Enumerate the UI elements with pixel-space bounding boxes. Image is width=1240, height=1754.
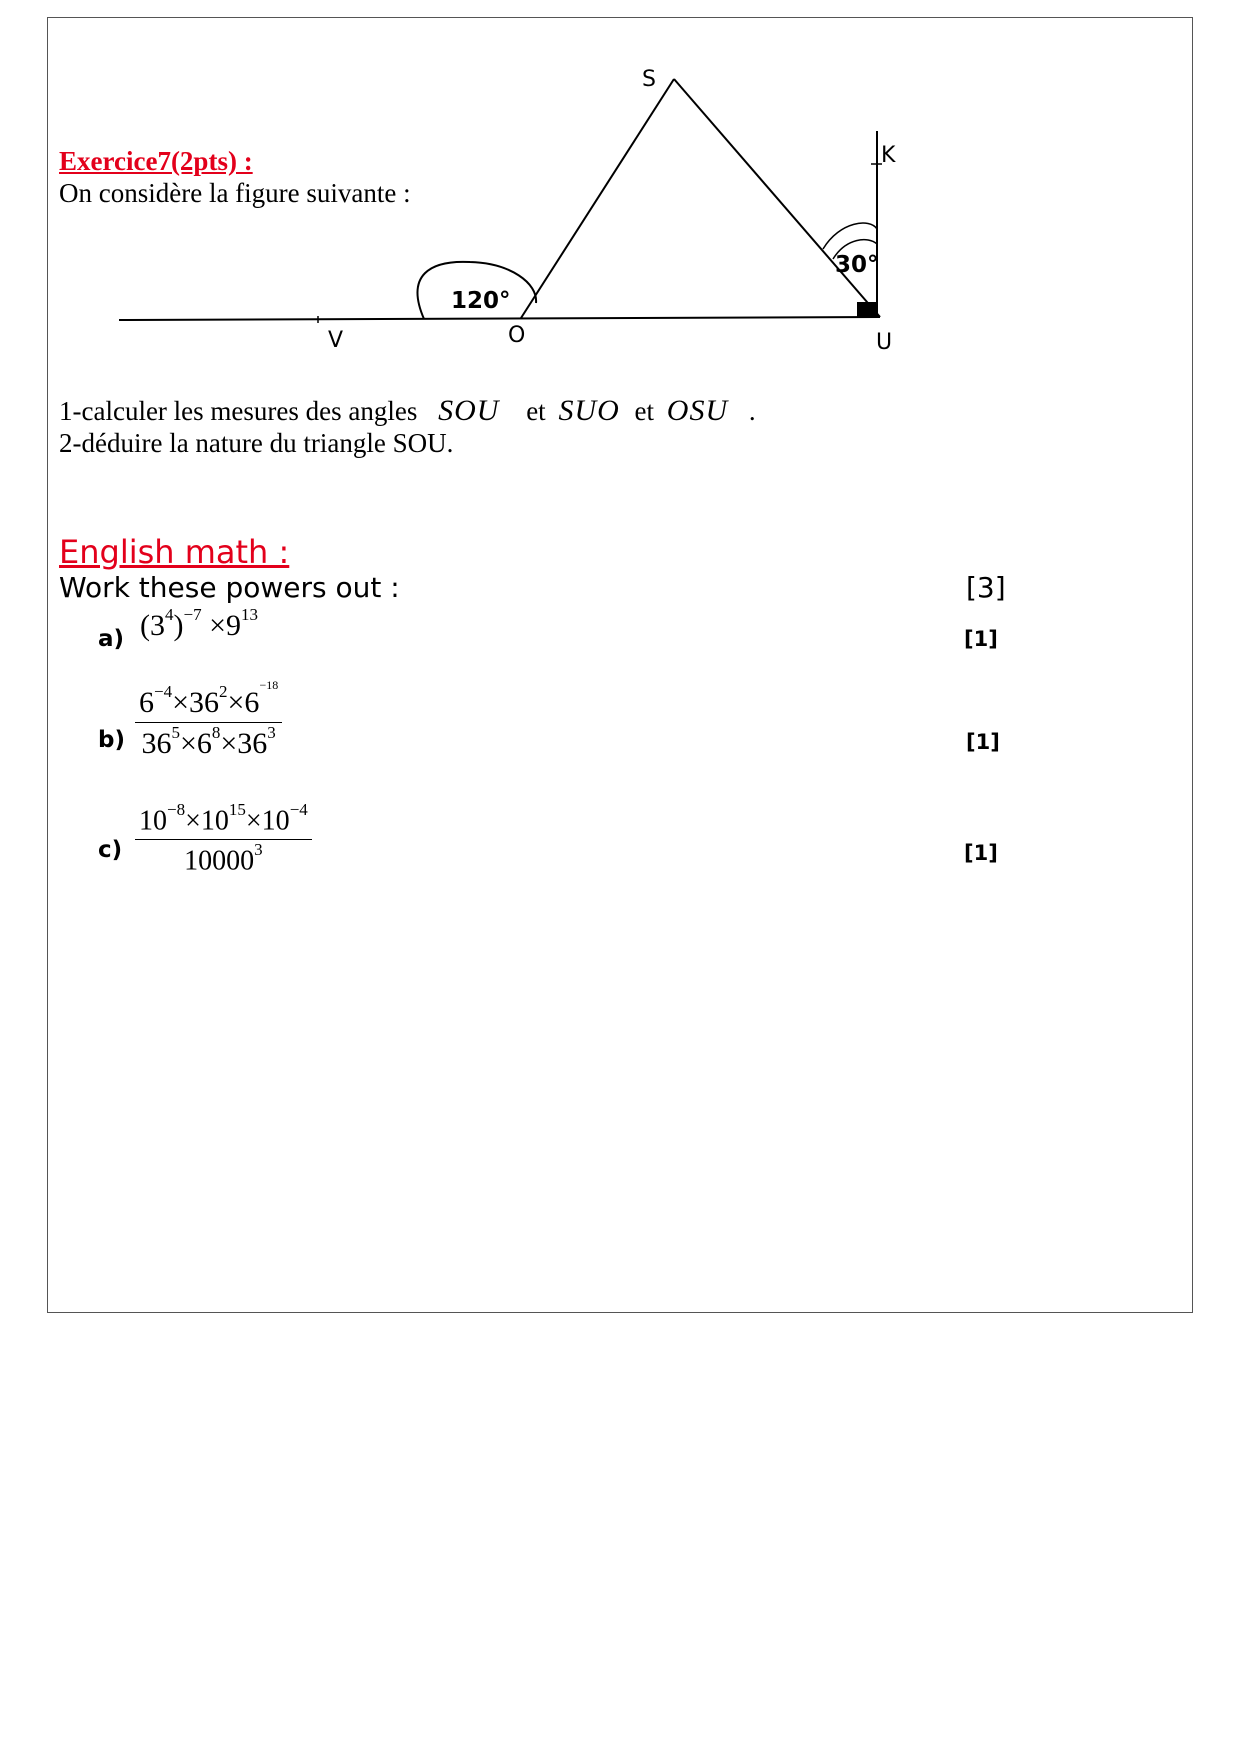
angle-sou: SOU [438, 394, 500, 427]
triangle-figure [0, 0, 1240, 380]
item-c-fraction [135, 800, 312, 878]
label-k: K [881, 143, 896, 168]
label-u: U [876, 330, 893, 355]
conj-1: et [526, 396, 546, 426]
conj-2: et [634, 396, 655, 426]
c-n3: ×10 [245, 805, 290, 837]
b-e1: −4 [154, 682, 173, 701]
b-f3: 3 [267, 723, 276, 742]
b-n3: ×6 [227, 686, 260, 719]
a-exp1: 4 [165, 605, 174, 624]
right-angle-mark [857, 302, 877, 317]
angle-suo: SUO [558, 394, 620, 427]
a-exp2: −7 [183, 605, 202, 624]
exercise-intro: On considère la figure suivante : [59, 178, 411, 208]
c-n1: 10 [139, 805, 167, 837]
question-2: 2-déduire la nature du triangle SOU. [59, 428, 454, 458]
a-close: ) [173, 609, 184, 642]
c-e1: −8 [167, 800, 186, 819]
angle-arc-30-outer [823, 223, 877, 249]
item-c-marks: [1] [964, 841, 998, 865]
b-d3: ×36 [220, 727, 268, 760]
total-marks: [3] [966, 571, 1006, 604]
item-b-denominator [135, 723, 282, 761]
angle-label-120: 120° [451, 288, 511, 314]
question-1-text: 1-calculer les mesures des angles [59, 396, 418, 426]
a-times: ×9 [209, 609, 242, 642]
english-title: English math : [59, 533, 290, 571]
b-e3: −18 [259, 678, 279, 692]
b-d2: ×6 [179, 727, 212, 760]
b-n2: ×36 [172, 686, 220, 719]
b-f1: 5 [171, 723, 180, 742]
item-c-label: c) [98, 837, 123, 863]
c-e2: 15 [228, 800, 246, 819]
item-b-numerator [135, 678, 282, 723]
a-exp3: 13 [241, 605, 259, 624]
c-e3: −4 [289, 800, 308, 819]
label-o: O [508, 323, 526, 348]
base-line [119, 317, 880, 320]
c-d1: 10000 [184, 845, 255, 877]
c-f1: 3 [254, 840, 263, 860]
item-a-marks: [1] [964, 627, 998, 651]
question-1-end: . [748, 396, 756, 426]
item-c-numerator [135, 800, 312, 840]
label-v: V [328, 328, 344, 353]
label-s: S [642, 67, 656, 92]
angle-label-30: 30° [835, 252, 879, 278]
side-su [674, 79, 880, 317]
b-d1: 36 [141, 727, 172, 760]
b-n1: 6 [139, 686, 154, 719]
b-e2: 2 [219, 682, 228, 701]
side-os [521, 79, 674, 318]
item-c-denominator [135, 840, 312, 877]
item-a-label: a) [98, 626, 125, 652]
item-b-fraction [135, 678, 282, 761]
item-a-expression [140, 605, 259, 643]
item-b-label: b) [98, 727, 125, 753]
exercise-title: Exercice7(2pts) : [59, 146, 253, 176]
english-intro: Work these powers out : [59, 571, 400, 604]
a-base: (3 [140, 609, 165, 642]
c-n2: ×10 [185, 805, 229, 837]
question-1 [59, 394, 756, 428]
angle-osu: OSU [666, 394, 729, 427]
item-b-marks: [1] [966, 730, 1000, 754]
b-f2: 8 [211, 723, 221, 742]
